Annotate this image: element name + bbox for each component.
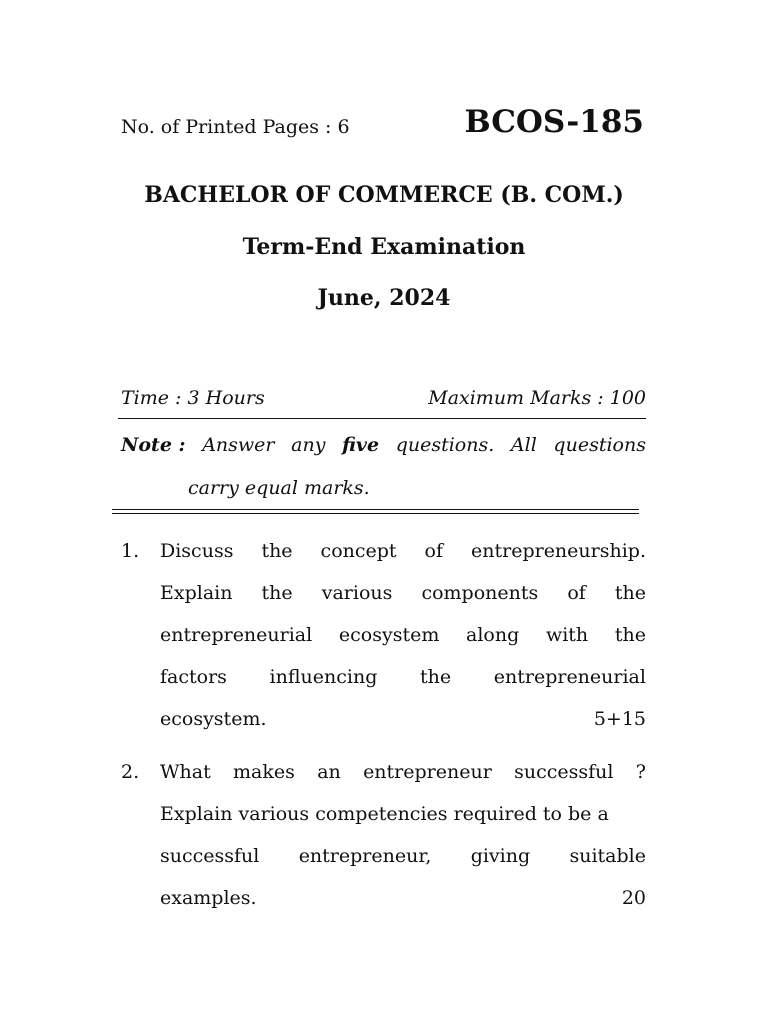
exam-meta-row: [121, 387, 646, 409]
double-divider: [112, 509, 639, 514]
word: the: [614, 624, 646, 646]
word: along: [466, 624, 520, 646]
word: ecosystem.: [160, 708, 267, 730]
word: an: [317, 761, 341, 783]
question-number: 2.: [121, 761, 140, 783]
word: entrepreneurial: [160, 624, 313, 646]
degree-title: BACHELOR OF COMMERCE (B. COM.): [144, 182, 624, 208]
question-line: [160, 761, 646, 785]
time-allowed: Time : 3 Hours: [121, 387, 265, 409]
question-line: [160, 666, 646, 690]
note-word: All: [510, 434, 537, 456]
note-line: [121, 434, 646, 456]
note-word: questions.: [395, 434, 495, 456]
word: makes: [233, 761, 295, 783]
word: successful: [160, 845, 260, 867]
word: Explain: [160, 582, 233, 604]
word: examples.: [160, 887, 257, 909]
word: suitable: [569, 845, 646, 867]
word: of: [424, 540, 444, 562]
question-marks: 20: [621, 887, 646, 909]
note-word: Answer: [202, 434, 275, 456]
question-number: 1.: [121, 540, 140, 562]
word: the: [261, 540, 293, 562]
question-line: [160, 540, 646, 564]
maximum-marks: Maximum Marks : 100: [428, 387, 646, 409]
exam-title: Term-End Examination: [242, 234, 526, 260]
question-line: [160, 582, 646, 606]
word: entrepreneur: [363, 761, 492, 783]
question-line: [160, 887, 646, 911]
note-word: any: [291, 434, 326, 456]
word: influencing: [269, 666, 378, 688]
note-word: questions: [553, 434, 646, 456]
question-line: [160, 845, 646, 869]
word: entrepreneurial: [493, 666, 646, 688]
course-code: BCOS-185: [464, 104, 644, 140]
word: ?: [635, 761, 646, 783]
question-line: [160, 803, 646, 827]
note-continuation: carry equal marks.: [188, 477, 370, 499]
word: with: [545, 624, 589, 646]
note-emphasis: five: [342, 434, 380, 456]
exam-session: June, 2024: [317, 285, 451, 311]
word: the: [614, 582, 646, 604]
word: factors: [160, 666, 227, 688]
word: the: [261, 582, 293, 604]
word: of: [567, 582, 586, 604]
word: entrepreneurship.: [471, 540, 646, 562]
question-line: [160, 624, 646, 648]
word: the: [420, 666, 452, 688]
note-label: Note :: [121, 434, 186, 456]
word: Discuss: [160, 540, 234, 562]
word: What: [160, 761, 211, 783]
word: ecosystem: [338, 624, 440, 646]
printed-pages-count: No. of Printed Pages : 6: [121, 116, 350, 138]
question-marks: 5+15: [593, 708, 646, 730]
word: successful: [514, 761, 614, 783]
word: concept: [320, 540, 397, 562]
word: various: [321, 582, 393, 604]
word: giving: [470, 845, 531, 867]
word: entrepreneur,: [298, 845, 432, 867]
divider: [118, 418, 646, 419]
word: Explain various competencies required to be a: [160, 803, 609, 825]
word: components: [421, 582, 539, 604]
question-line: [160, 708, 646, 732]
